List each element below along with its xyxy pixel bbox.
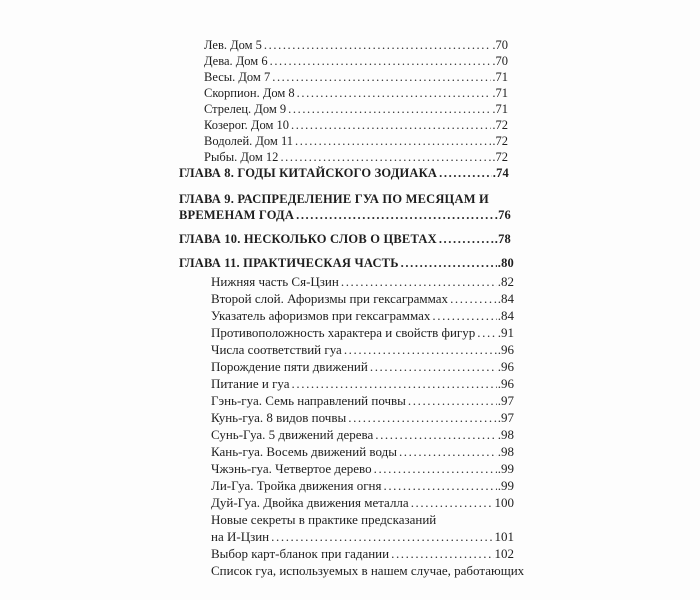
toc-entry-title: Сунь-Гуа. 5 движений дерева	[211, 427, 374, 442]
toc-entry-page: .99	[497, 478, 514, 493]
toc-entry-page: .72	[492, 134, 508, 148]
toc-entry-page: .97	[497, 393, 514, 408]
toc-entry-page: .82	[497, 274, 514, 289]
toc-entry-page: .98	[497, 427, 514, 442]
dot-leader	[391, 546, 493, 562]
toc-entry-title: Ли-Гуа. Тройка движения огня	[211, 478, 382, 493]
toc-entry-title: Чжэнь-гуа. Четвертое дерево	[211, 461, 372, 476]
toc-entry-practical	[211, 410, 514, 426]
dot-leader	[270, 54, 492, 69]
toc-entry-title: Противоположность характера и свойств фигур	[211, 325, 476, 340]
toc-entry-title: Порождение пяти движений	[211, 359, 368, 374]
chapter-page: .80	[497, 256, 514, 270]
toc-entry-title: Стрелец. Дом 9	[204, 102, 287, 116]
toc-entry-page: .97	[497, 410, 514, 425]
chapter-title: ГЛАВА 11. ПРАКТИЧЕСКАЯ ЧАСТЬ	[179, 256, 399, 270]
toc-entry-leo	[204, 38, 508, 53]
toc-entry-page: .96	[497, 342, 514, 357]
toc-entry-title: Козерог. Дом 10	[204, 118, 289, 132]
toc-entry-page: .72	[492, 118, 508, 132]
dot-leader	[292, 376, 497, 392]
toc-entry-page: 102	[494, 546, 514, 561]
toc-entry-page: .84	[497, 308, 514, 323]
toc-entry-practical	[211, 291, 514, 307]
dot-leader	[344, 342, 497, 358]
toc-entry-title: Числа соответствий гуа	[211, 342, 342, 357]
dot-leader	[375, 427, 497, 443]
toc-entry-practical	[211, 342, 514, 358]
toc-entry-title: Питание и гуа	[211, 376, 290, 391]
toc-entry-practical	[211, 274, 514, 290]
dot-leader	[383, 478, 496, 494]
toc-entry-page: 101	[494, 529, 514, 544]
chapter-title: ГЛАВА 10. НЕСКОЛЬКО СЛОВ О ЦВЕТАХ	[179, 232, 437, 246]
toc-entry-page: .99	[497, 461, 514, 476]
toc-chapter-10	[179, 232, 511, 247]
toc-entry-title: Весы. Дом 7	[204, 70, 271, 84]
toc-entry-title: Кань-гуа. Восемь движений воды	[211, 444, 397, 459]
toc-entry-title: Дуй-Гуа. Двойка движения металла	[211, 495, 409, 510]
toc-entry-scorpio	[204, 86, 508, 101]
toc-entry-blanks	[211, 546, 514, 562]
dot-leader	[288, 102, 491, 117]
toc-entry-title: Дева. Дом 6	[204, 54, 268, 68]
toc-entry-virgo	[204, 54, 508, 69]
toc-entry-practical	[211, 427, 514, 443]
dot-leader	[370, 359, 497, 375]
toc-entry-title: Водолей. Дом 11	[204, 134, 294, 148]
chapter-page: .74	[492, 166, 509, 180]
toc-entry-title: Второй слой. Афоризмы при гексаграммах	[211, 291, 449, 306]
toc-entry-page: .71	[492, 86, 508, 100]
toc-entry-practical	[211, 359, 514, 375]
dot-leader	[271, 529, 493, 545]
dot-leader	[439, 166, 492, 181]
dot-leader	[439, 232, 494, 247]
toc-entry-practical	[211, 495, 514, 511]
toc-entry-page: .96	[497, 359, 514, 374]
toc-entry-page: .91	[497, 325, 514, 340]
dot-leader	[399, 444, 497, 460]
dot-leader	[341, 274, 497, 290]
toc-entry-title: Лев. Дом 5	[204, 38, 262, 52]
toc-entry-libra	[204, 70, 508, 85]
toc-entry-title: Рыбы. Дом 12	[204, 150, 279, 164]
toc-entry-title: на И-Цзин	[211, 529, 270, 544]
toc-entry-page: 100	[494, 495, 514, 510]
toc-entry-page: .98	[497, 444, 514, 459]
toc-entry-title: Скорпион. Дом 8	[204, 86, 295, 100]
toc-chapter-9	[179, 208, 511, 223]
dot-leader	[450, 291, 497, 307]
dot-leader	[295, 134, 491, 149]
toc-entry-page: .71	[492, 70, 508, 84]
dot-leader	[401, 256, 497, 271]
toc-entry-practical	[211, 444, 514, 460]
dot-leader	[477, 325, 496, 341]
toc-entry-practical	[211, 478, 514, 494]
toc-entry-page: .84	[497, 291, 514, 306]
toc-entry-page: .96	[497, 376, 514, 391]
toc-entry-page: .70	[492, 38, 508, 52]
toc-entry-practical	[211, 461, 514, 477]
toc-entry-practical	[211, 393, 514, 409]
toc-chapter-11	[179, 256, 514, 271]
dot-leader	[280, 150, 491, 165]
dot-leader	[374, 461, 497, 477]
dot-leader	[291, 118, 491, 133]
dot-leader	[297, 86, 492, 101]
toc-entry-practical	[211, 376, 514, 392]
toc-entry-practical	[211, 308, 514, 324]
toc-entry-secrets-line1: Новые секреты в практике предсказаний	[211, 512, 437, 527]
toc-entry-page: .70	[492, 54, 508, 68]
toc-entry-title: Нижняя часть Ся-Цзин	[211, 274, 339, 289]
toc-entry-pisces	[204, 150, 508, 165]
toc-chapter-9-line1: ГЛАВА 9. РАСПРЕДЕЛЕНИЕ ГУА ПО МЕСЯЦАМ И	[179, 192, 489, 206]
toc-entry-capricorn	[204, 118, 508, 133]
toc-entry-secrets	[211, 529, 514, 545]
toc-entry-sagittarius	[204, 102, 508, 117]
dot-leader	[348, 410, 497, 426]
toc-entry-last-line: Список гуа, используемых в нашем случае, работающих	[211, 563, 525, 578]
chapter-title: ГЛАВА 8. ГОДЫ КИТАЙСКОГО ЗОДИАКА	[179, 166, 438, 180]
chapter-page: .78	[494, 232, 511, 246]
dot-leader	[411, 495, 494, 511]
toc-entry-title: Гэнь-гуа. Семь направлений почвы	[211, 393, 406, 408]
dot-leader	[408, 393, 497, 409]
toc-entry-practical	[211, 325, 514, 341]
dot-leader	[272, 70, 491, 85]
toc-entry-page: .71	[492, 102, 508, 116]
toc-entry-title: Выбор карт-бланок при гадании	[211, 546, 390, 561]
toc-entry-aquarius	[204, 134, 508, 149]
chapter-page: .76	[494, 208, 511, 222]
toc-entry-title: Указатель афоризмов при гексаграммах	[211, 308, 431, 323]
toc-entry-page: .72	[492, 150, 508, 164]
toc-entry-title: Кунь-гуа. 8 видов почвы	[211, 410, 347, 425]
toc-chapter-8	[179, 166, 509, 181]
dot-leader	[296, 208, 494, 223]
chapter-title: ВРЕМЕНАМ ГОДА	[179, 208, 295, 222]
dot-leader	[264, 38, 491, 53]
dot-leader	[432, 308, 496, 324]
